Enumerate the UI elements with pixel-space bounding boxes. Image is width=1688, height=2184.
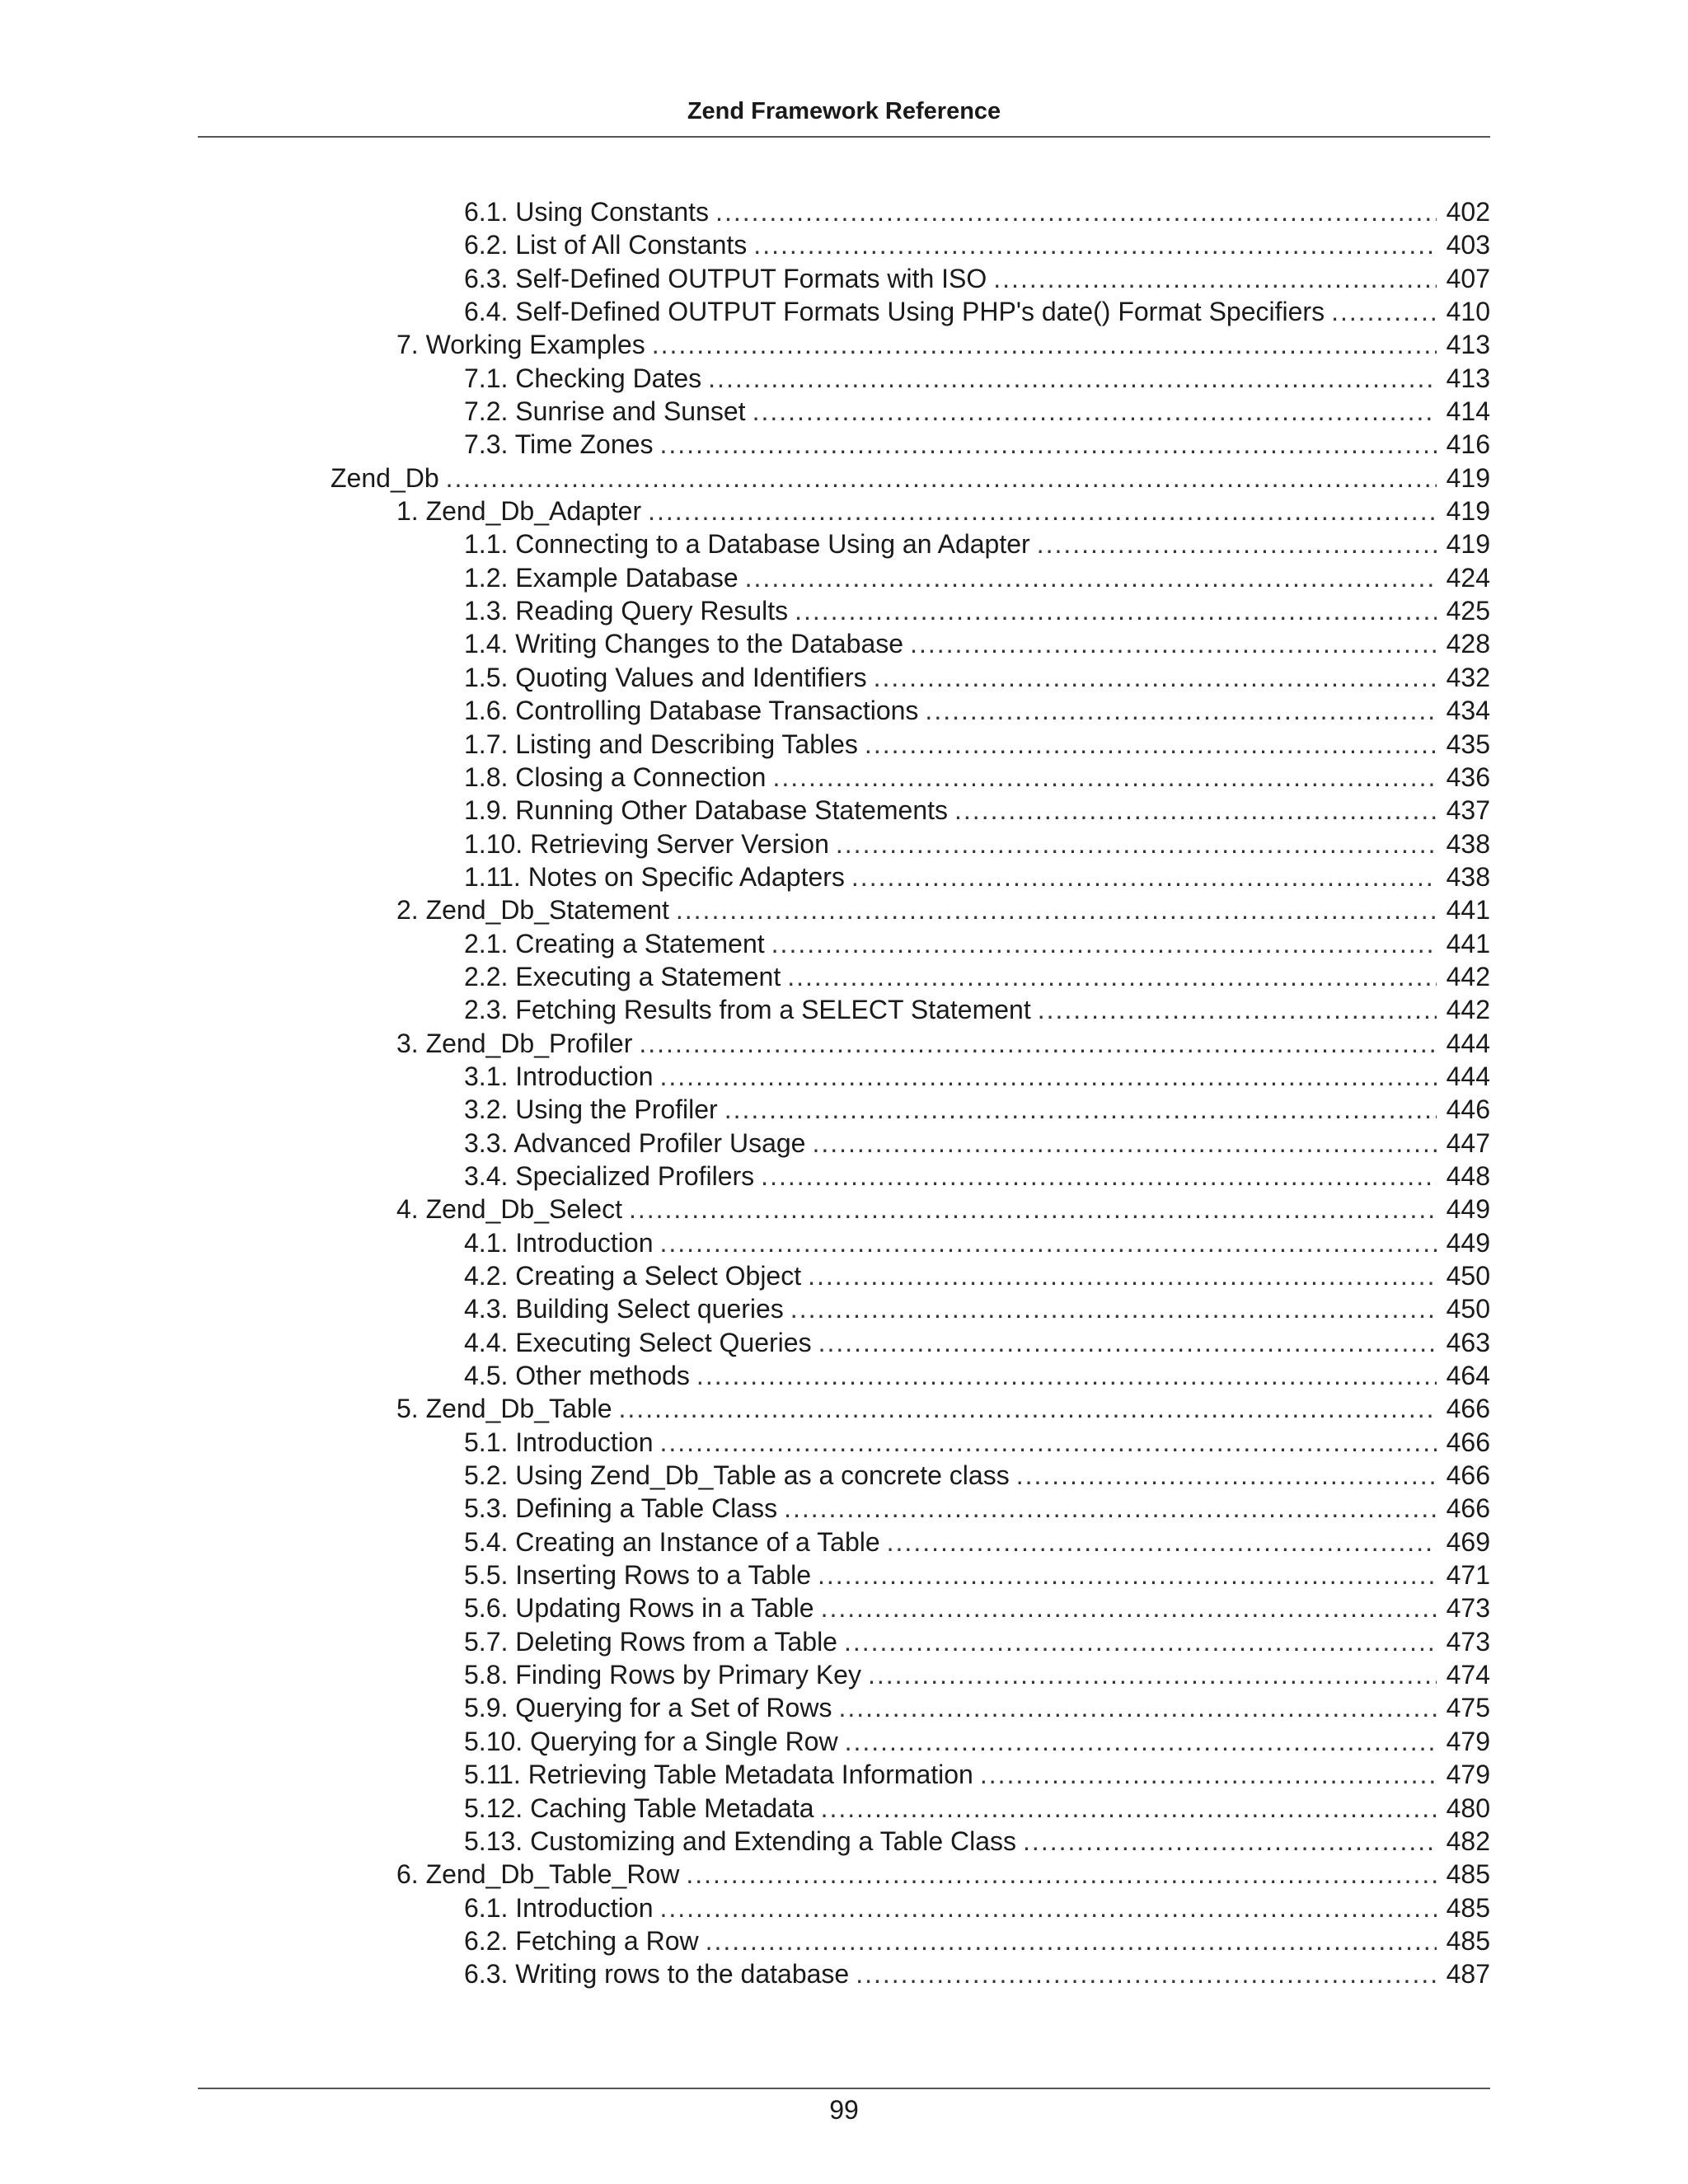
toc-entry-title[interactable]: 3. Zend_Db_Profiler	[396, 1028, 633, 1058]
toc-entry-line[interactable]	[464, 627, 1490, 660]
toc-entry-title[interactable]: 5.11. Retrieving Table Metadata Information	[464, 1760, 973, 1790]
toc-entry-line[interactable]	[464, 362, 1490, 395]
toc-entry-title[interactable]: 3.4. Specialized Profilers	[464, 1160, 755, 1191]
dot-leader	[659, 1426, 1436, 1459]
toc-entry[interactable]	[0, 728, 1688, 761]
toc-entry[interactable]	[0, 1957, 1688, 1990]
header-divider	[198, 136, 1490, 138]
dot-leader	[706, 1924, 1437, 1957]
toc-entry-title[interactable]: 1.10. Retrieving Server Version	[464, 828, 829, 859]
toc-entry[interactable]	[0, 1060, 1688, 1093]
toc-entry-line[interactable]	[464, 1526, 1490, 1558]
dot-leader	[838, 1691, 1436, 1724]
toc-entry-title[interactable]: 4. Zend_Db_Select	[396, 1194, 622, 1225]
toc-entry[interactable]	[0, 1725, 1688, 1758]
toc-entry-page[interactable]: 466	[1446, 1460, 1490, 1491]
toc-entry-line[interactable]	[464, 1259, 1490, 1292]
toc-entry-title[interactable]: 6.2. List of All Constants	[464, 230, 748, 260]
toc-entry[interactable]	[0, 627, 1688, 660]
dot-leader	[659, 1226, 1436, 1259]
toc-entry-page[interactable]: 407	[1446, 263, 1490, 293]
toc-entry-title[interactable]: 7.2. Sunrise and Sunset	[464, 396, 746, 427]
toc-entry-title[interactable]: 6.4. Self-Defined OUTPUT Formats Using PHP's date() Format Specifiers	[464, 297, 1325, 327]
dot-leader	[925, 694, 1436, 727]
toc-entry-title[interactable]: 5.10. Querying for a Single Row	[464, 1726, 838, 1756]
toc-entry-line[interactable]	[464, 728, 1490, 761]
toc-entry[interactable]	[0, 561, 1688, 594]
toc-entry-line[interactable]	[464, 195, 1490, 228]
dot-leader	[1016, 1459, 1437, 1492]
toc-entry-title[interactable]: Zend_Db	[331, 462, 439, 493]
toc-entry[interactable]	[0, 794, 1688, 827]
toc-entry-line[interactable]	[464, 1691, 1490, 1724]
dot-leader	[1023, 1825, 1437, 1858]
toc-entry-title[interactable]: 1.1. Connecting to a Database Using an Adapter	[464, 529, 1030, 560]
toc-entry-title[interactable]: 6.2. Fetching a Row	[464, 1925, 699, 1956]
toc-entry-line[interactable]	[464, 860, 1490, 893]
toc-entry[interactable]	[0, 893, 1688, 926]
toc-entry[interactable]	[0, 1625, 1688, 1658]
toc-entry[interactable]	[0, 927, 1688, 960]
toc-entry-line[interactable]	[396, 1027, 1490, 1060]
toc-entry-title[interactable]: 7. Working Examples	[396, 330, 645, 360]
toc-entry-line[interactable]	[464, 1558, 1490, 1591]
toc-entry-title[interactable]: 5. Zend_Db_Table	[396, 1394, 612, 1424]
toc-entry-title[interactable]: 3.2. Using the Profiler	[464, 1094, 718, 1125]
toc-entry-page[interactable]: 441	[1446, 895, 1490, 926]
dot-leader	[1038, 993, 1437, 1026]
toc-entry-line[interactable]	[464, 1957, 1490, 1990]
toc-entry-page[interactable]: 449	[1446, 1194, 1490, 1225]
toc-entry-page[interactable]: 447	[1446, 1127, 1490, 1158]
toc-entry[interactable]	[0, 1459, 1688, 1492]
toc-entry-title[interactable]: 5.5. Inserting Rows to a Table	[464, 1560, 811, 1591]
toc-entry[interactable]	[0, 262, 1688, 295]
toc-entry[interactable]	[0, 1658, 1688, 1691]
toc-entry-line[interactable]	[464, 561, 1490, 594]
dot-leader	[980, 1758, 1437, 1791]
toc-entry-line[interactable]	[464, 761, 1490, 794]
toc-entry-page[interactable]: 473	[1446, 1626, 1490, 1657]
toc-entry[interactable]	[0, 1492, 1688, 1525]
toc-entry[interactable]	[0, 1326, 1688, 1359]
toc-entry-line[interactable]	[396, 893, 1490, 926]
toc-entry-page[interactable]: 413	[1446, 330, 1490, 360]
dot-leader	[772, 761, 1436, 794]
dot-leader	[795, 594, 1437, 627]
toc-entry[interactable]	[0, 1526, 1688, 1558]
toc-entry[interactable]	[0, 761, 1688, 794]
dot-leader	[676, 893, 1437, 926]
toc-entry-line[interactable]	[464, 1725, 1490, 1758]
toc-entry-line[interactable]	[331, 462, 1490, 494]
toc-entry[interactable]	[0, 1193, 1688, 1226]
dot-leader	[659, 1891, 1436, 1924]
toc-entry-page[interactable]: 466	[1446, 1427, 1490, 1457]
toc-entry-title[interactable]: 5.2. Using Zend_Db_Table as a concrete class	[464, 1460, 1010, 1491]
dot-leader	[910, 627, 1437, 660]
toc-entry-page[interactable]: 475	[1446, 1693, 1490, 1723]
toc-entry-title[interactable]: 7.1. Checking Dates	[464, 363, 702, 393]
toc-entry[interactable]	[0, 1127, 1688, 1160]
dot-leader	[659, 1060, 1436, 1093]
toc-entry-line[interactable]	[464, 1591, 1490, 1624]
toc-entry-page[interactable]: 435	[1446, 729, 1490, 759]
toc-entry-page[interactable]: 414	[1446, 396, 1490, 427]
toc-entry[interactable]	[0, 1558, 1688, 1591]
toc-entry-page[interactable]: 438	[1446, 861, 1490, 892]
toc-entry[interactable]	[0, 494, 1688, 527]
toc-entry-page[interactable]: 428	[1446, 629, 1490, 659]
toc-entry-title[interactable]: 4.4. Executing Select Queries	[464, 1327, 812, 1357]
toc-entry-title[interactable]: 6.3. Self-Defined OUTPUT Formats with ISO	[464, 263, 987, 293]
toc-entry[interactable]	[0, 860, 1688, 893]
toc-entry-line[interactable]	[396, 494, 1490, 527]
toc-entry-title[interactable]: 3.1. Introduction	[464, 1061, 654, 1091]
toc-entry-title[interactable]: 1.5. Quoting Values and Identifiers	[464, 662, 867, 692]
toc-entry-line[interactable]	[464, 694, 1490, 727]
dot-leader	[954, 794, 1437, 827]
dot-leader	[648, 494, 1437, 527]
toc-entry-line[interactable]	[396, 1193, 1490, 1226]
toc-entry-line[interactable]	[464, 661, 1490, 694]
toc-entry[interactable]	[0, 1691, 1688, 1724]
toc-entry-page[interactable]: 410	[1446, 297, 1490, 327]
toc-entry-page[interactable]: 442	[1446, 995, 1490, 1025]
toc-entry[interactable]	[0, 1858, 1688, 1891]
toc-entry-line[interactable]	[464, 794, 1490, 827]
toc-entry[interactable]	[0, 960, 1688, 993]
toc-entry-title[interactable]: 2.2. Executing a Statement	[464, 961, 781, 991]
dot-leader	[619, 1392, 1437, 1425]
dot-leader	[865, 728, 1437, 761]
toc-entry-title[interactable]: 5.1. Introduction	[464, 1427, 654, 1457]
toc-entry-page[interactable]: 402	[1446, 197, 1490, 227]
toc-entry-page[interactable]: 463	[1446, 1327, 1490, 1357]
dot-leader	[887, 1526, 1437, 1558]
toc-entry-page[interactable]: 487	[1446, 1959, 1490, 1990]
dot-leader	[787, 960, 1436, 993]
toc-entry[interactable]	[0, 1093, 1688, 1126]
toc-entry-page[interactable]: 485	[1446, 1925, 1490, 1956]
toc-entry[interactable]	[0, 1292, 1688, 1325]
toc-entry[interactable]	[0, 295, 1688, 328]
toc-entry[interactable]	[0, 1359, 1688, 1392]
toc-entry-line[interactable]	[464, 960, 1490, 993]
toc-entry[interactable]	[0, 228, 1688, 261]
toc-entry-line[interactable]	[464, 1891, 1490, 1924]
toc-entry-page[interactable]: 485	[1446, 1892, 1490, 1923]
dot-leader	[845, 1725, 1437, 1758]
toc-entry-page[interactable]: 436	[1446, 762, 1490, 792]
dot-leader	[686, 1858, 1436, 1891]
dot-leader	[821, 1792, 1437, 1825]
toc-entry-page[interactable]: 442	[1446, 961, 1490, 991]
toc-entry-title[interactable]: 5.13. Customizing and Extending a Table Class	[464, 1825, 1017, 1856]
toc-entry-title[interactable]: 5.6. Updating Rows in a Table	[464, 1593, 814, 1624]
toc-entry-line[interactable]	[464, 1792, 1490, 1825]
toc-entry-line[interactable]	[464, 1658, 1490, 1691]
toc-entry-title[interactable]: 1.8. Closing a Connection	[464, 762, 767, 792]
toc-entry[interactable]	[0, 362, 1688, 395]
toc-entry-title[interactable]: 2.1. Creating a Statement	[464, 928, 765, 958]
toc-entry-page[interactable]: 434	[1446, 696, 1490, 726]
toc-entry-title[interactable]: 4.3. Building Select queries	[464, 1294, 784, 1324]
toc-entry-title[interactable]: 4.2. Creating a Select Object	[464, 1261, 802, 1291]
toc-entry-page[interactable]: 450	[1446, 1261, 1490, 1291]
dot-leader	[753, 228, 1436, 261]
toc-entry[interactable]	[0, 594, 1688, 627]
toc-entry-page[interactable]: 448	[1446, 1160, 1490, 1191]
toc-entry[interactable]	[0, 694, 1688, 727]
toc-entry-page[interactable]: 464	[1446, 1361, 1490, 1391]
toc-entry-title[interactable]: 5.8. Finding Rows by Primary Key	[464, 1660, 861, 1690]
dot-leader	[836, 827, 1437, 860]
toc-entry[interactable]	[0, 1591, 1688, 1624]
toc-entry-line[interactable]	[464, 1924, 1490, 1957]
dot-leader	[818, 1326, 1437, 1359]
toc-entry[interactable]	[0, 428, 1688, 461]
toc-entry[interactable]	[0, 395, 1688, 428]
page-number: 99	[829, 2095, 859, 2125]
toc-entry-line[interactable]	[464, 527, 1490, 560]
footer-divider	[198, 2088, 1490, 2089]
toc-entry[interactable]	[0, 1426, 1688, 1459]
toc-entry-page[interactable]: 449	[1446, 1227, 1490, 1258]
toc-entry-title[interactable]: 6.1. Using Constants	[464, 197, 710, 227]
toc-entry-page[interactable]: 432	[1446, 662, 1490, 692]
dot-leader	[818, 1558, 1437, 1591]
toc-entry-title[interactable]: 5.4. Creating an Instance of a Table	[464, 1526, 880, 1557]
dot-leader	[790, 1292, 1437, 1325]
toc-entry-title[interactable]: 6. Zend_Db_Table_Row	[396, 1859, 680, 1890]
toc-entry-page[interactable]: 419	[1446, 496, 1490, 527]
toc-entry-title[interactable]: 1.11. Notes on Specific Adapters	[464, 861, 845, 892]
toc-entry-title[interactable]: 5.9. Querying for a Set of Rows	[464, 1693, 832, 1723]
toc-entry-line[interactable]	[464, 1359, 1490, 1392]
toc-entry-line[interactable]	[464, 827, 1490, 860]
toc-entry-title[interactable]: 1. Zend_Db_Adapter	[396, 496, 642, 527]
toc-entry-title[interactable]: 1.6. Controlling Database Transactions	[464, 696, 919, 726]
dot-leader	[715, 195, 1437, 228]
toc-entry-page[interactable]: 403	[1446, 230, 1490, 260]
toc-entry-line[interactable]	[464, 1160, 1490, 1193]
toc-entry-title[interactable]: 4.1. Introduction	[464, 1227, 654, 1258]
toc-entry-title[interactable]: 2. Zend_Db_Statement	[396, 895, 669, 926]
toc-entry-title[interactable]: 2.3. Fetching Results from a SELECT Statement	[464, 995, 1031, 1025]
dot-leader	[753, 395, 1437, 428]
toc-entry[interactable]	[0, 827, 1688, 860]
dot-leader	[993, 262, 1436, 295]
toc-entry-line[interactable]	[464, 295, 1490, 328]
dot-leader	[844, 1625, 1437, 1658]
toc-entry-page[interactable]: 419	[1446, 462, 1490, 493]
toc-entry-line[interactable]	[464, 594, 1490, 627]
toc-entry[interactable]	[0, 195, 1688, 228]
toc-entry-page[interactable]: 446	[1446, 1094, 1490, 1125]
toc-entry[interactable]	[0, 993, 1688, 1026]
toc-entry-page[interactable]: 485	[1446, 1859, 1490, 1890]
dot-leader	[1037, 527, 1437, 560]
toc-entry-line[interactable]	[464, 1459, 1490, 1492]
toc-entry-line[interactable]	[464, 428, 1490, 461]
dot-leader	[851, 860, 1437, 893]
toc-entry[interactable]	[0, 1226, 1688, 1259]
toc-entry-title[interactable]: 5.7. Deleting Rows from a Table	[464, 1626, 837, 1657]
toc-entry-title[interactable]: 6.1. Introduction	[464, 1892, 654, 1923]
toc-entry-page[interactable]: 471	[1446, 1560, 1490, 1591]
dot-leader	[659, 428, 1436, 461]
toc-entry[interactable]	[0, 1825, 1688, 1858]
dot-leader	[639, 1027, 1436, 1060]
toc-entry-line[interactable]	[464, 1060, 1490, 1093]
dot-leader	[856, 1957, 1436, 1990]
dot-leader	[446, 462, 1437, 494]
toc-entry-page[interactable]: 482	[1446, 1825, 1490, 1856]
toc-entry-page[interactable]: 466	[1446, 1493, 1490, 1524]
toc-entry[interactable]	[0, 1259, 1688, 1292]
toc-entry-line[interactable]	[464, 927, 1490, 960]
toc-entry-title[interactable]: 5.3. Defining a Table Class	[464, 1493, 778, 1524]
toc-entry[interactable]	[0, 1891, 1688, 1924]
toc-entry-line[interactable]	[464, 1292, 1490, 1325]
dot-leader	[784, 1492, 1437, 1525]
toc-entry-page[interactable]: 479	[1446, 1760, 1490, 1790]
toc-entry-line[interactable]	[464, 262, 1490, 295]
toc-entry-page[interactable]: 479	[1446, 1726, 1490, 1756]
toc-entry-title[interactable]: 5.12. Caching Table Metadata	[464, 1793, 814, 1823]
toc-entry[interactable]	[0, 1027, 1688, 1060]
toc-entry-line[interactable]	[464, 1426, 1490, 1459]
toc-entry-title[interactable]: 1.3. Reading Query Results	[464, 596, 789, 626]
toc-entry-page[interactable]: 416	[1446, 429, 1490, 460]
toc-entry-line[interactable]	[464, 993, 1490, 1026]
toc-entry-page[interactable]: 444	[1446, 1061, 1490, 1091]
toc-entry-line[interactable]	[464, 1226, 1490, 1259]
dot-leader	[874, 661, 1437, 694]
dot-leader	[629, 1193, 1437, 1226]
dot-leader	[812, 1127, 1436, 1160]
toc-entry-title[interactable]: 1.7. Listing and Describing Tables	[464, 729, 858, 759]
toc-entry[interactable]	[0, 1758, 1688, 1791]
toc-entry-page[interactable]: 425	[1446, 596, 1490, 626]
toc-entry-line[interactable]	[396, 328, 1490, 361]
toc-entry-title[interactable]: 3.3. Advanced Profiler Usage	[464, 1127, 806, 1158]
toc-entry-page[interactable]: 424	[1446, 562, 1490, 593]
dot-leader	[724, 1093, 1437, 1126]
toc-entry-page[interactable]: 419	[1446, 529, 1490, 560]
toc-entry[interactable]	[0, 1924, 1688, 1957]
toc-entry-line[interactable]	[396, 1858, 1490, 1891]
toc-entry-page[interactable]: 441	[1446, 928, 1490, 958]
toc-entry-page[interactable]: 480	[1446, 1793, 1490, 1823]
toc-entry[interactable]	[0, 328, 1688, 361]
dot-leader	[745, 561, 1437, 594]
toc-entry-page[interactable]: 413	[1446, 363, 1490, 393]
dot-leader	[652, 328, 1437, 361]
toc-entry-page[interactable]: 469	[1446, 1526, 1490, 1557]
dot-leader	[708, 362, 1436, 395]
toc-entry-line[interactable]	[464, 1825, 1490, 1858]
toc-entry-title[interactable]: 1.9. Running Other Database Statements	[464, 795, 949, 826]
toc-entry[interactable]	[0, 527, 1688, 560]
dot-leader	[696, 1359, 1437, 1392]
toc-entry-line[interactable]	[464, 1093, 1490, 1126]
dot-leader	[771, 927, 1437, 960]
dot-leader	[1331, 295, 1437, 328]
toc-entry-line[interactable]	[464, 1127, 1490, 1160]
page-header: Zend Framework Reference	[687, 98, 1001, 124]
toc-entry-line[interactable]	[464, 1758, 1490, 1791]
toc-entry[interactable]	[0, 1792, 1688, 1825]
toc-entry-title[interactable]: 4.5. Other methods	[464, 1361, 690, 1391]
toc-entry-line[interactable]	[464, 228, 1490, 261]
dot-leader	[761, 1160, 1436, 1193]
toc-entry-page[interactable]: 438	[1446, 828, 1490, 859]
table-of-contents	[0, 195, 1688, 1991]
toc-entry-page[interactable]: 437	[1446, 795, 1490, 826]
toc-entry-page[interactable]: 473	[1446, 1593, 1490, 1624]
toc-entry-title[interactable]: 7.3. Time Zones	[464, 429, 654, 460]
toc-entry-page[interactable]: 466	[1446, 1394, 1490, 1424]
toc-entry-line[interactable]	[464, 1492, 1490, 1525]
toc-entry-line[interactable]	[464, 1326, 1490, 1359]
toc-entry-line[interactable]	[464, 1625, 1490, 1658]
toc-entry-page[interactable]: 444	[1446, 1028, 1490, 1058]
dot-leader	[808, 1259, 1437, 1292]
toc-entry-title[interactable]: 1.2. Example Database	[464, 562, 738, 593]
toc-entry-line[interactable]	[464, 395, 1490, 428]
toc-entry-page[interactable]: 450	[1446, 1294, 1490, 1324]
dot-leader	[821, 1591, 1437, 1624]
toc-entry[interactable]	[0, 462, 1688, 494]
toc-entry-title[interactable]: 6.3. Writing rows to the database	[464, 1959, 850, 1990]
toc-entry-title[interactable]: 1.4. Writing Changes to the Database	[464, 629, 904, 659]
toc-entry[interactable]	[0, 661, 1688, 694]
dot-leader	[868, 1658, 1437, 1691]
toc-entry-line[interactable]	[396, 1392, 1490, 1425]
toc-entry[interactable]	[0, 1160, 1688, 1193]
toc-entry[interactable]	[0, 1392, 1688, 1425]
toc-entry-page[interactable]: 474	[1446, 1660, 1490, 1690]
